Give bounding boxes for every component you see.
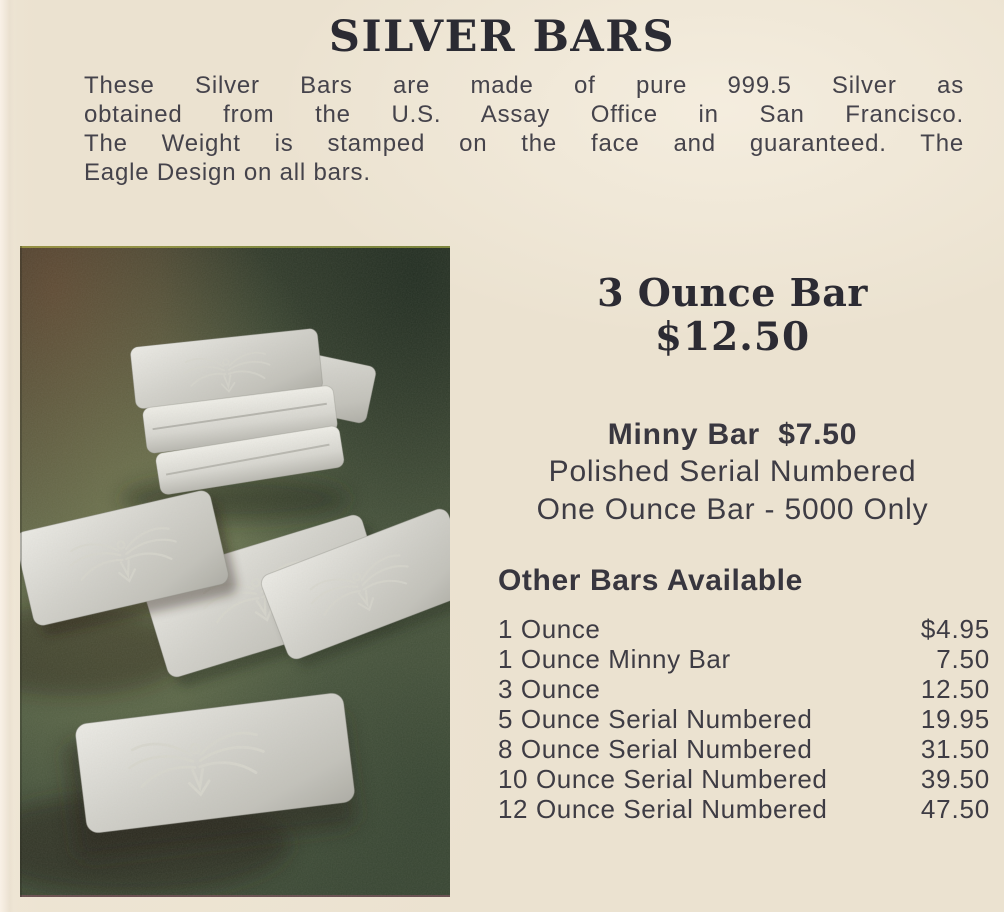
bar-price: 31.50 [920, 734, 990, 764]
minny-bar-headline: Minny Bar $7.50 [607, 418, 858, 451]
bar-price: 12.50 [920, 674, 990, 704]
bar-price: 47.50 [920, 794, 990, 824]
page-left-edge [0, 0, 14, 912]
price-row [498, 764, 990, 794]
bar-name: 5 Ounce Serial Numbered [498, 704, 813, 734]
featured-bar-name: 3 Ounce Bar [597, 270, 868, 315]
page-title: SILVER BARS [328, 12, 676, 62]
price-row [498, 734, 990, 764]
price-row [498, 794, 990, 824]
price-row [498, 644, 990, 674]
intro-line: These Silver Bars are made of pure 999.5 Silver as [84, 72, 964, 99]
bar-price: $4.95 [920, 614, 990, 644]
other-bars-heading: Other Bars Available [498, 564, 803, 597]
photo-bottom-edge [20, 895, 450, 897]
minny-bar-detail: One Ounce Bar - 5000 Only [536, 493, 929, 526]
price-list [498, 614, 990, 824]
price-row [498, 704, 990, 734]
featured-offer [460, 272, 1004, 358]
product-photo [20, 246, 450, 897]
photo-top-edge [20, 246, 450, 248]
photo-grain-texture [20, 246, 450, 897]
bar-name: 8 Ounce Serial Numbered [498, 734, 813, 764]
bar-name: 1 Ounce Minny Bar [498, 644, 731, 674]
photo-left-edge [20, 246, 22, 897]
intro-paragraph [84, 71, 964, 187]
bar-price: 19.95 [920, 704, 990, 734]
price-row [498, 674, 990, 704]
intro-line: obtained from the U.S. Assay Office in San Francisco. [84, 101, 964, 128]
price-row [498, 614, 990, 644]
bar-name: 12 Ounce Serial Numbered [498, 794, 828, 824]
bar-name: 1 Ounce [498, 614, 601, 644]
silver-bars-photo [20, 246, 450, 897]
minny-bar-offer [460, 417, 1004, 529]
featured-bar-price: $12.50 [654, 314, 811, 360]
bar-price: 39.50 [920, 764, 990, 794]
intro-line: The Weight is stamped on the face and guaranteed. The [84, 130, 964, 157]
bar-price: 7.50 [936, 644, 990, 674]
intro-line: Eagle Design on all bars. [84, 159, 371, 186]
other-bars-section [498, 564, 990, 824]
bar-name: 10 Ounce Serial Numbered [498, 764, 828, 794]
minny-bar-detail: Polished Serial Numbered [548, 455, 917, 488]
bar-name: 3 Ounce [498, 674, 601, 704]
